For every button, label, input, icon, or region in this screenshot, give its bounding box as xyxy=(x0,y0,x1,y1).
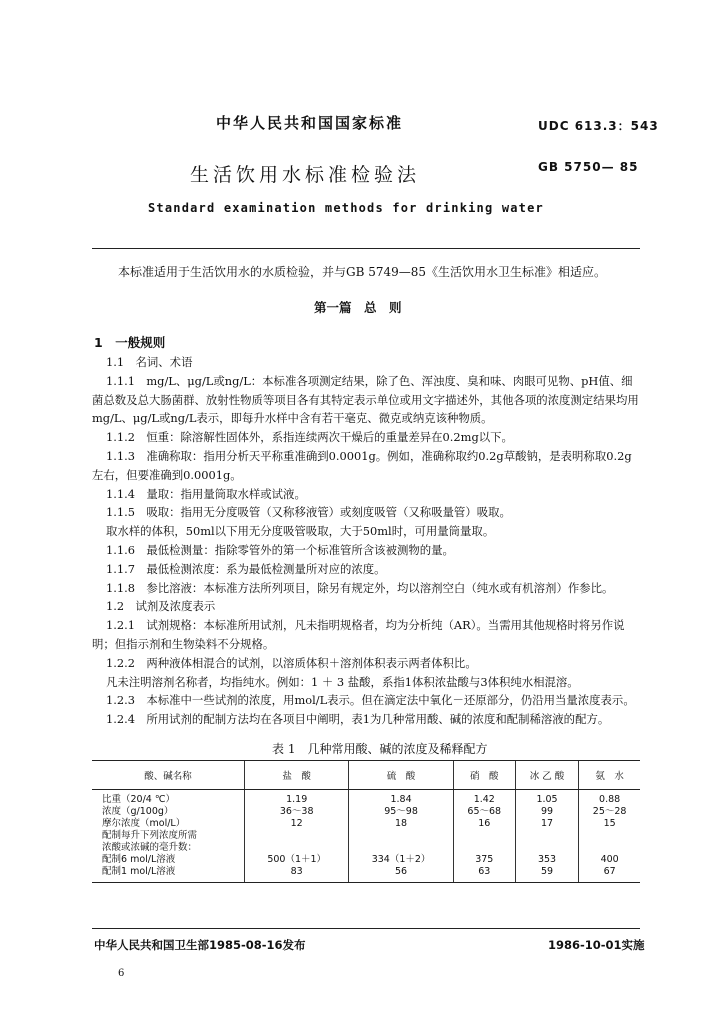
para-1-1: 1.1 名词、术语 xyxy=(106,355,193,369)
col-ammonia: 0.88 25～28 15 400 67 xyxy=(579,790,640,883)
para-1-2-2-note: 凡未注明溶剂名称者，均指纯水。例如：1 ＋ 3 盐酸，系指1体积浓盐酸与3体积纯水相混溶。 xyxy=(106,674,579,689)
col-header-hcl: 盐 酸 xyxy=(245,761,349,790)
header-rule xyxy=(92,248,640,249)
col-header-hno3: 硝 酸 xyxy=(453,761,515,790)
col-hno3: 1.42 65～68 16 375 63 xyxy=(453,790,515,883)
table-caption: 表 1 几种常用酸、碱的浓度及稀释配方 xyxy=(272,742,488,756)
effective-date: 1986-10-01实施 xyxy=(548,938,645,952)
col-header-ammonia: 氨 水 xyxy=(579,761,640,790)
dilution-table xyxy=(92,760,640,883)
table-row xyxy=(92,790,640,883)
col-h2so4: 1.84 95～98 18 334（1＋2） 56 xyxy=(349,790,453,883)
intro-text: 本标准适用于生活饮用水的水质检验，并与GB 5749—85《生活饮用水卫生标准》相适应。 xyxy=(118,265,607,279)
para-1-2-3: 1.2.3 本标准中一些试剂的浓度，用mol/L表示。但在滴定法中氧化－还原部分，仍沿用当量浓度表示。 xyxy=(106,693,635,708)
issue-date: 中华人民共和国卫生部1985-08-16发布 xyxy=(94,938,306,952)
body-text xyxy=(92,353,640,729)
col-header-name: 酸、碱名称 xyxy=(92,761,245,790)
english-title: Standard examination methods for drinking water xyxy=(148,201,544,215)
section-heading: 1 一般规则 xyxy=(94,335,166,350)
para-1-2: 1.2 试剂及浓度表示 xyxy=(106,599,216,614)
para-1-1-1: 1.1.1 mg/L、μg/L或ng/L：本标准各项测定结果，除了色、浑浊度、臭和味、肉眼可见物、pH值、细菌总数及总大肠菌群、放射性物质等项目各有其特定表示单位或用文字描述外，其他各项的浓度测定结果均用mg/L、μg/L或ng/L表示，即每升水样中含有若干毫克、微克或纳克该种物质。 xyxy=(92,373,639,426)
part-title: 第一篇 总 则 xyxy=(314,300,402,315)
para-1-1-2: 1.1.2 恒重：除溶解性固体外，系指连续两次干燥后的重量差异在0.2mg以下。 xyxy=(106,430,513,445)
col-acetic: 1.05 99 17 353 59 xyxy=(515,790,578,883)
row-labels: 比重（20/4 ℃） 浓度（g/100g） 摩尔浓度（mol/L） 配制每升下列浓度所需 浓酸或浓碱的毫升数： 配制6 mol/L溶液 配制1 mol/L溶液 xyxy=(92,790,245,883)
col-header-acetic: 冰 乙 酸 xyxy=(515,761,578,790)
para-1-2-4: 1.2.4 所用试剂的配制方法均在各项目中阐明，表1为几种常用酸、碱的浓度和配制稀溶液的配方。 xyxy=(106,712,610,727)
para-1-1-5: 1.1.5 吸取：指用无分度吸管（又称移液管）或刻度吸管（又称吸量管）吸取。 xyxy=(106,505,511,520)
para-1-1-4: 1.1.4 量取：指用量筒取水样或试液。 xyxy=(106,486,306,501)
para-1-1-3: 1.1.3 准确称取：指用分析天平称重准确到0.0001g。例如，准确称取约0.2g草酸钠，是表明称取0.2g左右，但要准确到0.0001g。 xyxy=(92,448,632,482)
para-1-2-1: 1.2.1 试剂规格：本标准所用试剂，凡未指明规格者，均为分析纯（AR）。当需用其他规格时将另作说明；但指示剂和生物染料不分规格。 xyxy=(92,618,625,651)
document-title: 生活饮用水标准检验法 xyxy=(190,164,421,186)
para-1-2-2: 1.2.2 两种液体相混合的试剂，以溶质体积＋溶剂体积表示两者体积比。 xyxy=(106,655,477,670)
para-1-1-7: 1.1.7 最低检测浓度：系为最低检测量所对应的浓度。 xyxy=(106,561,386,576)
col-header-h2so4: 硫 酸 xyxy=(349,761,453,790)
footer-rule xyxy=(92,928,640,929)
para-1-1-6: 1.1.6 最低检测量：指除零管外的第一个标准管所含该被测物的量。 xyxy=(106,542,454,557)
gb-code: GB 5750— 85 xyxy=(538,160,639,174)
page-number: 6 xyxy=(118,968,125,979)
issuing-country: 中华人民共和国国家标准 xyxy=(216,114,404,132)
para-1-1-8: 1.1.8 参比溶液：本标准方法所列项目，除另有规定外，均以溶剂空白（纯水或有机溶剂）作参比。 xyxy=(106,580,614,595)
udc-code: UDC 613.3：543 xyxy=(538,119,659,133)
col-hcl: 1.19 36～38 12 500（1＋1） 83 xyxy=(245,790,349,883)
para-1-1-5-note: 取水样的体积，50ml以下用无分度吸管吸取，大于50ml时，可用量筒量取。 xyxy=(106,524,495,539)
